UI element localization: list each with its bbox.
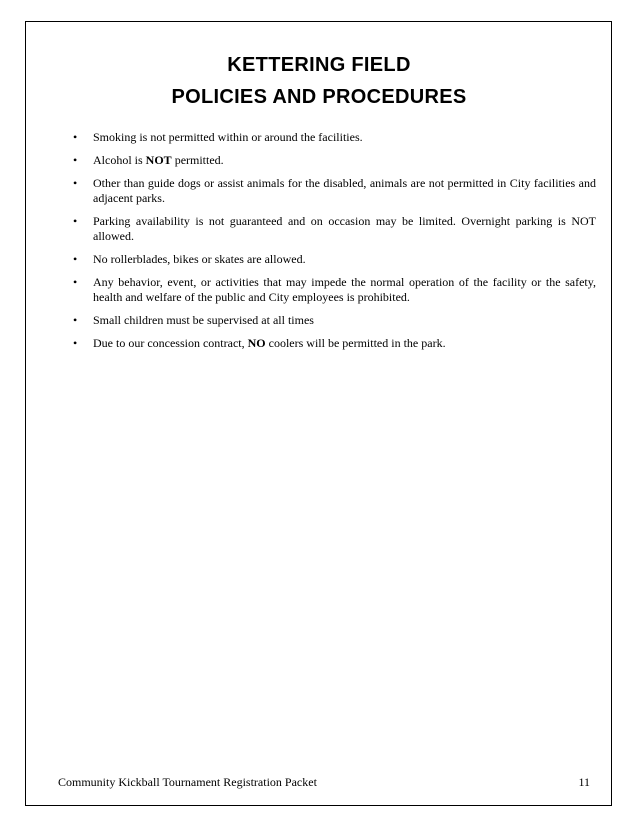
policy-text: Smoking is not permitted within or around the facilities.	[93, 130, 363, 144]
page-subtitle: POLICIES AND PROCEDURES	[171, 86, 467, 108]
bullet-icon: •	[73, 336, 78, 350]
policy-text: Small children must be supervised at all times	[93, 313, 314, 327]
policy-text: Other than guide dogs or assist animals for the disabled, animals are not permitted in City facilities and adjacent parks.	[93, 176, 596, 205]
page-title: KETTERING FIELD	[227, 54, 411, 76]
policy-text: Any behavior, event, or activities that may impede the normal operation of the facility or the safety, health and welfare of the public and City employees is prohibited.	[93, 275, 596, 304]
footer-document-title: Community Kickball Tournament Registration Packet	[58, 775, 317, 789]
bullet-icon: •	[73, 214, 78, 228]
policy-text: No rollerblades, bikes or skates are allowed.	[93, 252, 306, 266]
policy-text: Parking availability is not guaranteed and on occasion may be limited. Overnight parking is NOT allowed.	[93, 214, 596, 243]
policy-emphasis: NO	[247, 336, 266, 350]
policy-text: Due to our concession contract,	[93, 336, 248, 350]
policy-list	[0, 130, 638, 359]
policy-item	[0, 176, 638, 206]
policy-text-end: coolers will be permitted in the park.	[265, 336, 446, 350]
policy-text: Alcohol is	[93, 153, 146, 167]
bullet-icon: •	[73, 153, 78, 167]
bullet-icon: •	[73, 275, 78, 289]
footer-page-number: 11	[578, 775, 590, 789]
policy-item	[0, 130, 638, 145]
policy-item	[0, 153, 638, 168]
policy-emphasis: NOT	[145, 153, 172, 167]
bullet-icon: •	[73, 252, 78, 266]
policy-item	[0, 252, 638, 267]
policy-item	[0, 214, 638, 244]
bullet-icon: •	[73, 176, 78, 190]
policy-text-end: permitted.	[171, 153, 224, 167]
bullet-icon: •	[73, 313, 78, 327]
policy-item	[0, 336, 638, 351]
policy-item	[0, 313, 638, 328]
bullet-icon: •	[73, 130, 78, 144]
policy-item	[0, 275, 638, 305]
